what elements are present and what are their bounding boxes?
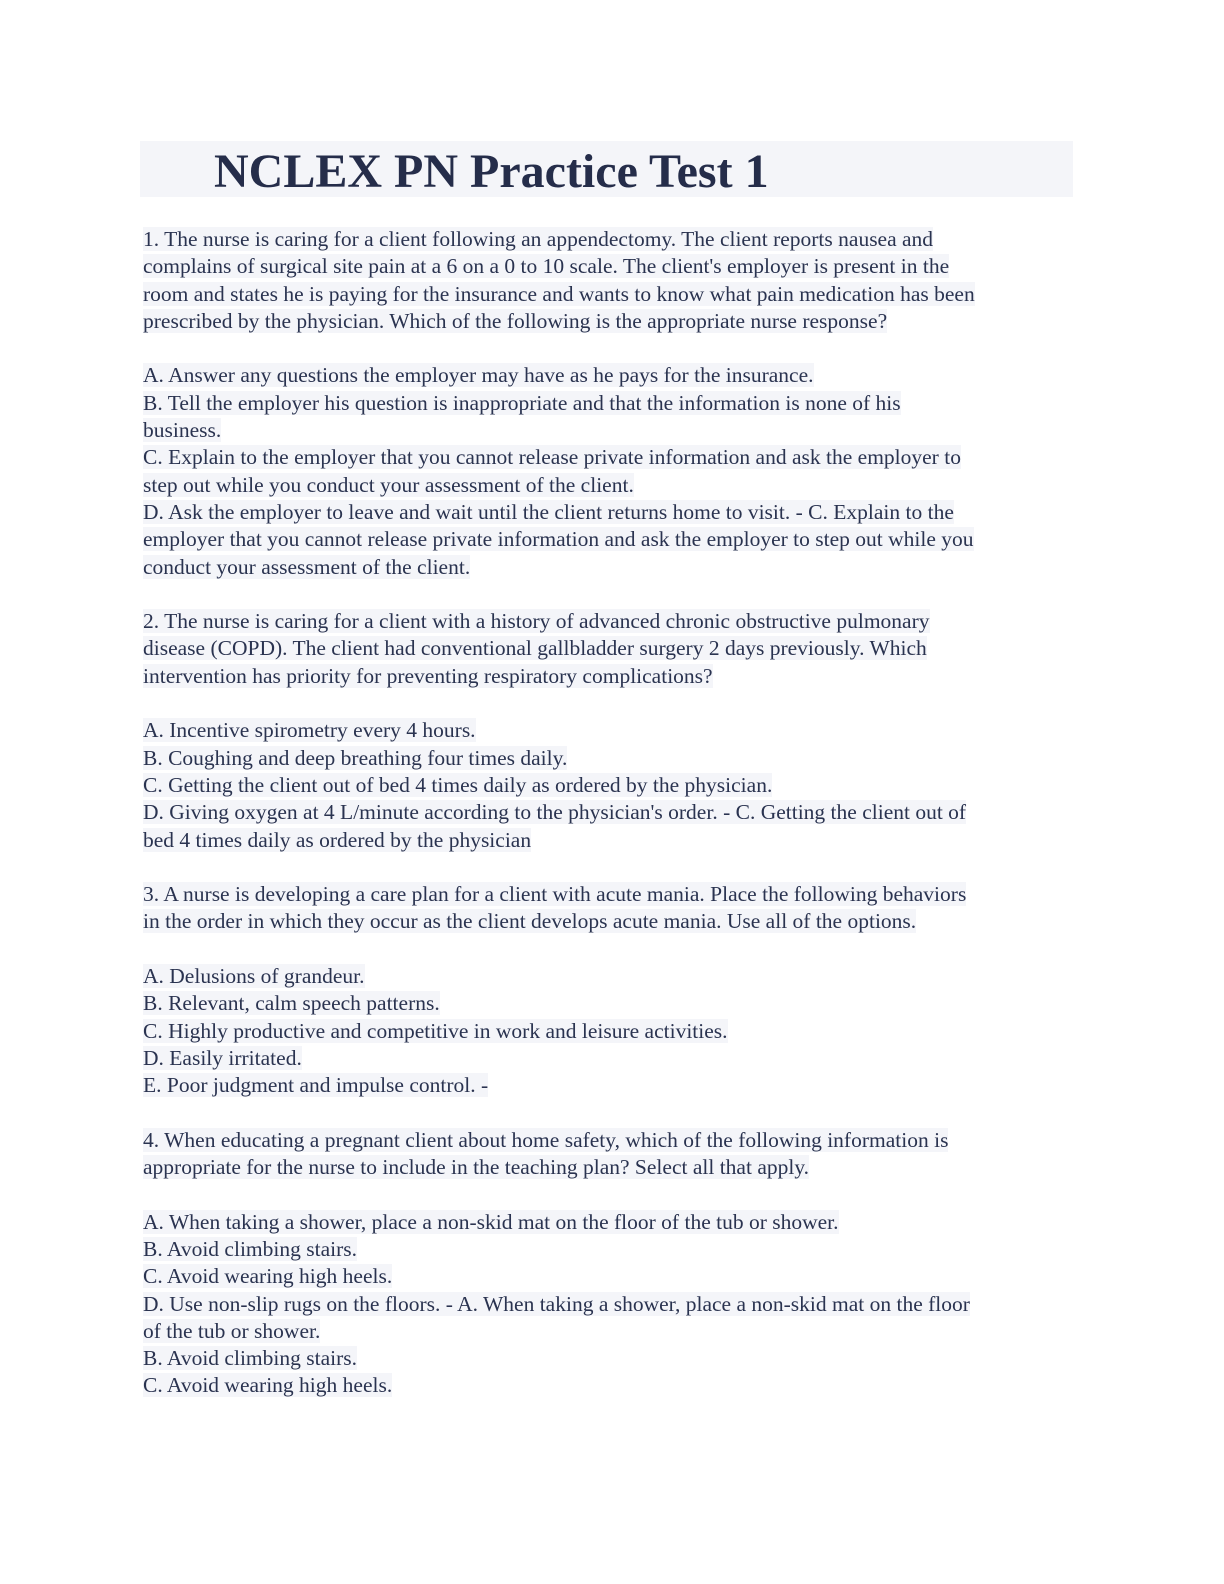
answer-options: [143, 362, 1073, 580]
text-line: [143, 253, 1073, 280]
text-line-content: appropriate for the nurse to include in the teaching plan? Select all that apply.: [143, 1155, 810, 1180]
text-line-content: A. When taking a shower, place a non-skid mat on the floor of the tub or shower.: [143, 1209, 839, 1234]
text-line: [143, 1045, 1073, 1072]
text-line-content: B. Avoid climbing stairs.: [143, 1236, 358, 1261]
text-line-content: B. Coughing and deep breathing four times daily.: [143, 745, 568, 770]
text-line: [143, 308, 1073, 335]
text-line: [143, 1127, 1073, 1154]
text-line-content: A. Delusions of grandeur.: [143, 964, 365, 989]
text-line-content: business.: [143, 418, 222, 443]
text-line: [143, 799, 1073, 826]
text-line-content: D. Easily irritated.: [143, 1045, 302, 1070]
text-line-content: D. Ask the employer to leave and wait until the client returns home to visit. - C. Explain to the: [143, 499, 954, 524]
title-banner: [140, 141, 1073, 197]
text-line: [143, 362, 1073, 389]
text-line-content: A. Answer any questions the employer may have as he pays for the insurance.: [143, 363, 814, 388]
text-line: [143, 499, 1073, 526]
text-line-content: A. Incentive spirometry every 4 hours.: [143, 718, 476, 743]
text-line: [143, 1263, 1073, 1290]
text-line: [143, 608, 1073, 635]
text-line: [143, 390, 1073, 417]
question-paragraph: [143, 881, 1073, 936]
text-line-content: in the order in which they occur as the client develops acute mania. Use all of the options.: [143, 909, 917, 934]
text-line: [143, 881, 1073, 908]
text-line: [143, 1345, 1073, 1372]
answer-options: [143, 963, 1073, 1099]
text-line: [143, 226, 1073, 253]
text-line-content: conduct your assessment of the client.: [143, 554, 471, 579]
text-line-content: step out while you conduct your assessment of the client.: [143, 472, 634, 497]
text-line-content: D. Use non-slip rugs on the floors. - A. When taking a shower, place a non-skid mat on the floor: [143, 1291, 970, 1316]
text-line-content: intervention has priority for preventing respiratory complications?: [143, 663, 713, 688]
text-line-content: bed 4 times daily as ordered by the physician: [143, 827, 532, 852]
text-line-content: C. Getting the client out of bed 4 times daily as ordered by the physician.: [143, 772, 773, 797]
text-line: [143, 1291, 1073, 1318]
text-line-content: complains of surgical site pain at a 6 on a 0 to 10 scale. The client's employer is present in the: [143, 254, 950, 279]
text-line: [143, 908, 1073, 935]
text-line: [143, 444, 1073, 471]
text-line-content: 4. When educating a pregnant client about home safety, which of the following information is: [143, 1127, 949, 1152]
text-line: [143, 827, 1073, 854]
text-line-content: prescribed by the physician. Which of the following is the appropriate nurse response?: [143, 308, 888, 333]
text-line: [143, 1318, 1073, 1345]
text-line: [143, 554, 1073, 581]
text-line-content: C. Explain to the employer that you cannot release private information and ask the employer to: [143, 445, 961, 470]
text-line-content: B. Tell the employer his question is inappropriate and that the information is none of his: [143, 390, 901, 415]
text-line: [143, 635, 1073, 662]
text-line: [143, 990, 1073, 1017]
page-title: NCLEX PN Practice Test 1: [214, 145, 769, 198]
text-line: [143, 745, 1073, 772]
text-line: [143, 281, 1073, 308]
text-line: [143, 1236, 1073, 1263]
text-line-content: C. Avoid wearing high heels.: [143, 1264, 393, 1289]
question-paragraph: [143, 1127, 1073, 1182]
text-line-content: of the tub or shower.: [143, 1318, 321, 1343]
text-line: [143, 472, 1073, 499]
text-line: [143, 772, 1073, 799]
text-line-content: disease (COPD). The client had conventional gallbladder surgery 2 days previously. Which: [143, 636, 927, 661]
text-line: [143, 1154, 1073, 1181]
text-line-content: C. Highly productive and competitive in work and leisure activities.: [143, 1018, 728, 1043]
text-line: [143, 1018, 1073, 1045]
answer-options: [143, 1209, 1073, 1400]
text-line: [143, 717, 1073, 744]
text-line-content: D. Giving oxygen at 4 L/minute according to the physician's order. - C. Getting the client out of: [143, 800, 967, 825]
text-line-content: C. Avoid wearing high heels.: [143, 1373, 393, 1398]
text-line: [143, 1209, 1073, 1236]
text-line: [143, 526, 1073, 553]
question-paragraph: [143, 226, 1073, 335]
text-line-content: E. Poor judgment and impulse control. -: [143, 1073, 489, 1098]
text-line: [143, 1072, 1073, 1099]
text-line-content: 3. A nurse is developing a care plan for a client with acute mania. Place the following behaviors: [143, 882, 967, 907]
text-line: [143, 417, 1073, 444]
text-line: [143, 1372, 1073, 1399]
question-paragraph: [143, 608, 1073, 690]
text-line-content: 2. The nurse is caring for a client with a history of advanced chronic obstructive pulmonary: [143, 609, 930, 634]
text-line-content: employer that you cannot release private information and ask the employer to step out while you: [143, 527, 974, 552]
text-line: [143, 963, 1073, 990]
text-line-content: room and states he is paying for the insurance and wants to know what pain medication has been: [143, 281, 975, 306]
text-line-content: 1. The nurse is caring for a client following an appendectomy. The client reports nausea and: [143, 227, 934, 251]
text-line-content: B. Relevant, calm speech patterns.: [143, 991, 440, 1016]
answer-options: [143, 717, 1073, 853]
text-line-content: B. Avoid climbing stairs.: [143, 1346, 358, 1371]
document-body: [143, 226, 1073, 1427]
text-line: [143, 663, 1073, 690]
